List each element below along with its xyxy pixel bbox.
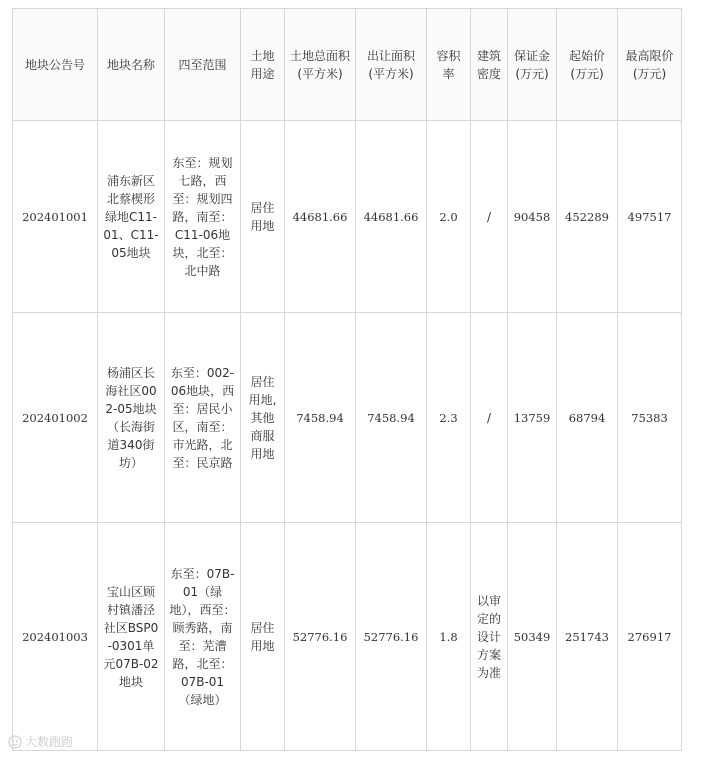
cell-total-area: 7458.94	[285, 313, 356, 523]
cell-transfer-area: 52776.16	[356, 523, 427, 751]
land-auction-table-container	[12, 8, 682, 751]
cell-land-use: 居住用地	[241, 523, 285, 751]
header-total-area: 土地总面积(平方米)	[285, 9, 356, 121]
cell-deposit: 13759	[508, 313, 557, 523]
header-density: 建筑密度	[471, 9, 508, 121]
cell-lot-name: 杨浦区长海社区002-05地块（长海街道340街坊）	[98, 313, 165, 523]
cell-lot-no: 202401003	[13, 523, 98, 751]
cell-boundary: 东至：规划七路，西至：规划四路，南至：C11-06地块，北至：北中路	[165, 121, 241, 313]
cell-lot-no: 202401001	[13, 121, 98, 313]
cell-plot-ratio: 2.3	[427, 313, 471, 523]
header-transfer-area: 出让面积(平方米)	[356, 9, 427, 121]
cell-total-area: 44681.66	[285, 121, 356, 313]
cell-density: /	[471, 121, 508, 313]
cell-deposit: 90458	[508, 121, 557, 313]
watermark-logo-icon	[8, 735, 22, 749]
cell-deposit: 50349	[508, 523, 557, 751]
cell-lot-no: 202401002	[13, 313, 98, 523]
cell-transfer-area: 44681.66	[356, 121, 427, 313]
cell-plot-ratio: 2.0	[427, 121, 471, 313]
header-land-use: 土地用途	[241, 9, 285, 121]
header-plot-ratio: 容积率	[427, 9, 471, 121]
cell-start-price: 452289	[557, 121, 618, 313]
cell-max-price: 497517	[618, 121, 682, 313]
header-row	[13, 9, 682, 121]
cell-land-use: 居住用地	[241, 121, 285, 313]
cell-land-use: 居住用地,其他商服用地	[241, 313, 285, 523]
watermark-text: 大数跑跑	[25, 735, 74, 749]
header-deposit: 保证金(万元)	[508, 9, 557, 121]
header-start-price: 起始价(万元)	[557, 9, 618, 121]
cell-plot-ratio: 1.8	[427, 523, 471, 751]
cell-density: 以审定的设计方案为准	[471, 523, 508, 751]
table-row	[13, 121, 682, 313]
cell-lot-name: 宝山区顾村镇潘泾社区BSP0-0301单元07B-02地块	[98, 523, 165, 751]
header-lot-no: 地块公告号	[13, 9, 98, 121]
header-max-price: 最高限价(万元)	[618, 9, 682, 121]
table-row	[13, 523, 682, 751]
cell-start-price: 68794	[557, 313, 618, 523]
cell-max-price: 75383	[618, 313, 682, 523]
watermark	[8, 733, 73, 750]
cell-lot-name: 浦东新区北蔡楔形绿地C11-01、C11-05地块	[98, 121, 165, 313]
table-row	[13, 313, 682, 523]
header-boundary: 四至范围	[165, 9, 241, 121]
cell-density: /	[471, 313, 508, 523]
cell-total-area: 52776.16	[285, 523, 356, 751]
cell-boundary: 东至：002-06地块，西至：居民小区，南至：市光路，北至：民京路	[165, 313, 241, 523]
cell-boundary: 东至：07B-01（绿地），西至：顾秀路，南至：芜漕路，北至：07B-01（绿地）	[165, 523, 241, 751]
cell-start-price: 251743	[557, 523, 618, 751]
land-auction-table	[12, 8, 682, 751]
cell-max-price: 276917	[618, 523, 682, 751]
cell-transfer-area: 7458.94	[356, 313, 427, 523]
header-lot-name: 地块名称	[98, 9, 165, 121]
